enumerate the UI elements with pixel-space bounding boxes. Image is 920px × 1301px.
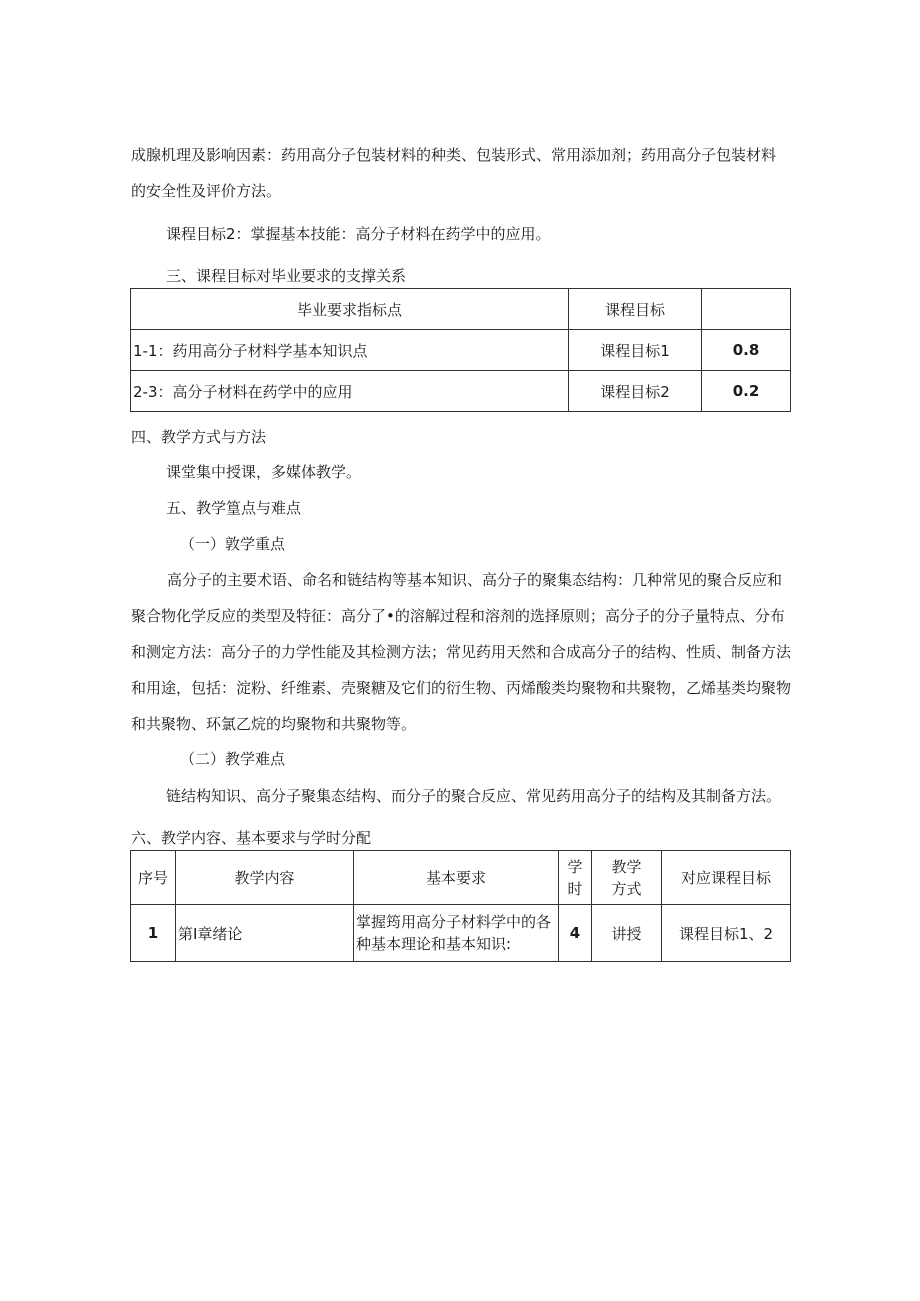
course-goal-cell: 课程目标2 xyxy=(569,371,702,412)
section-4-text: 课堂集中授课，多媒体教学。 xyxy=(166,463,362,481)
header-method xyxy=(592,851,662,905)
content-cell: 第I章绪论 xyxy=(176,905,354,962)
section-5-subtitle-1: （一）敦学重点 xyxy=(180,535,286,553)
header-hours-line-2: 时 xyxy=(567,879,583,898)
intro-line-2: 的安全性及评价方法。 xyxy=(131,182,282,200)
hours-cell: 4 xyxy=(559,905,592,962)
weight-cell: 0.2 xyxy=(702,371,791,412)
requirement-point-cell: 2-3：高分子材料在药学中的应用 xyxy=(131,371,569,412)
header-course-goal: 课程目标 xyxy=(569,289,702,330)
header-hours xyxy=(559,851,592,905)
header-goal: 对应课程目标 xyxy=(662,851,791,905)
key-points-paragraph: 高分子的主要术语、命名和链结构等基本知识、高分子的聚集态结构：几种常见的聚合反应和聚合物化学反应的类型及特征：高分了•的溶解过程和溶剂的选择原则；高分子的分子量特点、分布和测定方法：高分子的力学性能及其检测方法；常见药用天然和合成高分子的结构、性质、制备方法和用途，包括：淀粉、纤维素、壳聚糖及它们的衍生物、丙烯酸类均聚物和共聚物，乙烯基类均聚物和共聚物、环氯乙烷的均聚物和共聚物等。 xyxy=(131,571,792,733)
course-goal-cell: 课程目标1 xyxy=(569,330,702,371)
support-relation-table xyxy=(130,288,791,412)
header-requirement-point: 毕业要求指标点 xyxy=(131,289,569,330)
header-hours-line-1: 学 xyxy=(567,857,583,876)
header-seq: 序号 xyxy=(131,851,176,905)
table-header-row xyxy=(131,851,791,905)
table-row xyxy=(131,371,791,412)
table-row xyxy=(131,330,791,371)
table-row xyxy=(131,905,791,962)
requirement-point-cell: 1-1：药用高分子材料学基本知识点 xyxy=(131,330,569,371)
teaching-content-table xyxy=(130,850,791,962)
goal-cell: 课程目标1、2 xyxy=(662,905,791,962)
header-requirement: 基本要求 xyxy=(354,851,559,905)
table-header-row xyxy=(131,289,791,330)
section-3-title: 三、课程目标对毕业要求的支撑关系 xyxy=(166,267,407,285)
section-6-title: 六、教学内容、基本要求与学时分配 xyxy=(131,829,372,847)
seq-cell: 1 xyxy=(131,905,176,962)
header-weight xyxy=(702,289,791,330)
header-content: 教学内容 xyxy=(176,851,354,905)
course-goal-2-text: 课程目标2：掌握基本技能：高分子材料在药学中的应用。 xyxy=(166,225,551,243)
weight-cell: 0.8 xyxy=(702,330,791,371)
section-5-subtitle-2: （二）教学难点 xyxy=(180,750,286,768)
requirement-cell xyxy=(354,905,559,962)
header-method-line-2: 方式 xyxy=(611,879,642,898)
difficulties-paragraph: 链结构知识、高分子聚集态结构、而分子的聚合反应、常见药用高分子的结构及其制备方法。 xyxy=(166,787,782,805)
requirement-line-2: 种基本理论和基本知识: xyxy=(356,935,512,953)
section-5-title: 五、教学篁点与难点 xyxy=(166,499,302,517)
intro-line-1: 成腺机理及影响因素：药用高分子包装材料的种类、包装形式、常用添加剂；药用高分子包装材料 xyxy=(131,146,777,164)
header-method-line-1: 教学 xyxy=(611,857,642,876)
requirement-line-1: 掌握筠用高分子材料学中的各 xyxy=(356,913,552,931)
section-4-title: 四、教学方式与方法 xyxy=(131,428,267,446)
method-cell: 讲授 xyxy=(592,905,662,962)
